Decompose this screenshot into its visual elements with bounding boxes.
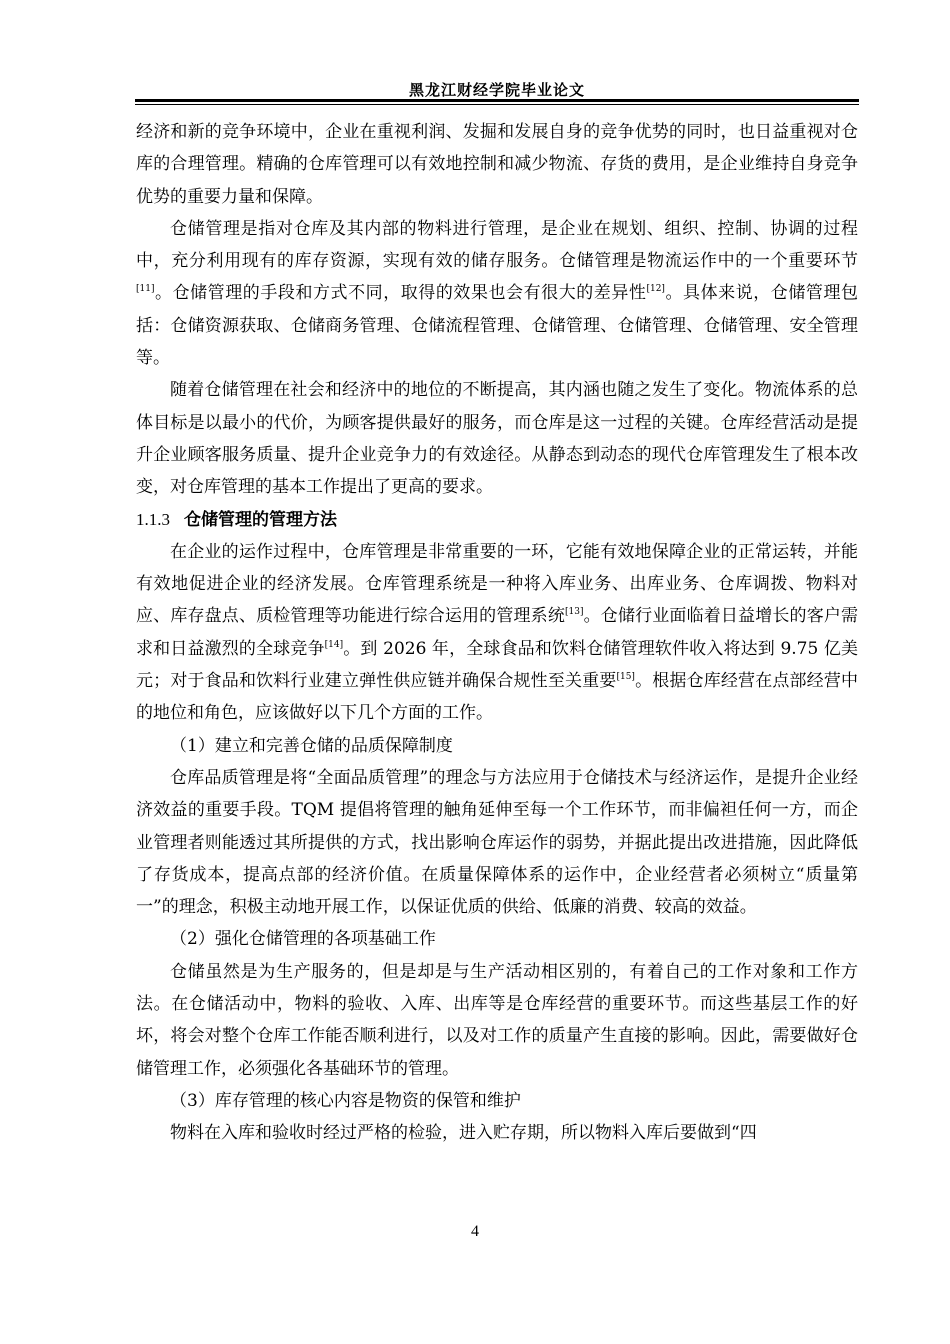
- header-rule-thick: [135, 99, 859, 102]
- text-run: 。仓储管理的手段和方式不同，取得的效果也会有很大的差异性: [154, 283, 647, 304]
- text-run: 。仓储行业面临着日益增长的客户需求和日益激烈的全球竞争: [136, 606, 859, 659]
- citation: [13]: [564, 607, 584, 618]
- text-run: 。到 2026 年，全球食品和饮料仓储管理软件收入将达到 9.75 亿美元；对于食品和饮料行业建立弹性供应链并确保合规性至关重要: [136, 638, 859, 692]
- paragraph: [136, 536, 858, 730]
- paragraph-continued: 经济和新的竞争环境中，企业在重视利润、发掘和发展自身的竞争优势的同时，也日益重视对仓库的合理管理。精确的仓库管理可以有效地控制和减少物流、存货的费用，是企业维持自身竞争优势的重要力量和保障。: [136, 122, 858, 207]
- list-item-heading: （1）建立和完善仓储的品质保障制度: [170, 735, 453, 756]
- paragraph: 仓库品质管理是将“全面品质管理”的理念与方法应用于仓储技术与经济运作，是提升企业经济效益的重要手段。TQM 提倡将管理的触角延伸至每一个工作环节，而非偏袒任何一方，而企业管理者则能透过其所提供的方式，找出影响仓库运作的弱势，并据此提出改进措施，因此降低了存货成本，提高点部的经济价值。在质量保障体系的运作中，企业经营者必须树立“质量第一”的理念，积极主动地开展工作，以保证优质的供给、低廉的消费、较高的效益。: [136, 767, 858, 918]
- running-header: 黑龙江财经学院毕业论文: [408, 81, 585, 99]
- paragraph: 随着仓储管理在社会和经济中的地位的不断提高，其内涵也随之发生了变化。物流体系的总体目标是以最小的代价，为顾客提供最好的服务，而仓库是这一过程的关键。仓库经营活动是提升企业顾客服务质量、提升企业竞争力的有效途径。从静态到动态的现代仓库管理发生了根本改变，对仓库管理的基本工作提出了更高的要求。: [136, 380, 858, 498]
- citation: [12]: [646, 284, 665, 295]
- paragraph: [136, 213, 858, 374]
- paragraph: 仓储虽然是为生产服务的，但是却是与生产活动相区别的，有着自己的工作对象和工作方法。在仓储活动中，物料的验收、入库、出库等是仓库经营的重要环节。而这些基层工作的好坏，将会对整个仓库工作能否顺利进行，以及对工作的质量产生直接的影响。因此，需要做好仓储管理工作，必须强化各基础环节的管理。: [136, 961, 858, 1079]
- page-number: 4: [471, 1223, 479, 1240]
- section-heading: [136, 504, 858, 536]
- citation: [15]: [616, 672, 635, 683]
- text-run: 。具体来说，仓储管理包括：仓储资源获取、仓储商务管理、仓储流程管理、仓储管理、仓储管理、仓储管理、安全管理等。: [136, 283, 859, 369]
- text-run: 。根据仓库经营在点部经营中的地位和角色，应该做好以下几个方面的工作。: [136, 671, 859, 724]
- header-rule-thin: [135, 104, 859, 105]
- section-number: 1.1.3: [136, 509, 170, 529]
- body-text: [136, 116, 858, 1150]
- list-item-heading: （2）强化仓储管理的各项基础工作: [170, 929, 436, 950]
- text-run: 在企业的运作过程中，仓库管理是非常重要的一环，它能有效地保障企业的正常运转，并能有效地促进企业的经济发展。仓库管理系统是一种将入库业务、出库业务、仓库调拨、物料对应、库存盘点、质检管理等功能进行综合运用的管理系统: [136, 541, 858, 627]
- paragraph: 物料在入库和验收时经过严格的检验，进入贮存期，所以物料入库后要做到“四: [170, 1123, 757, 1144]
- section-title: 仓储管理的管理方法: [184, 509, 337, 530]
- citation: [11]: [136, 284, 155, 295]
- citation: [14]: [324, 639, 344, 650]
- text-run: 仓储管理是指对仓库及其内部的物料进行管理，是企业在规划、组织、控制、协调的过程中，充分利用现有的库存资源，实现有效的储存服务。仓储管理是物流运作中的一个重要环节: [136, 218, 858, 272]
- list-item-heading: （3）库存管理的核心内容是物资的保管和维护: [170, 1090, 521, 1111]
